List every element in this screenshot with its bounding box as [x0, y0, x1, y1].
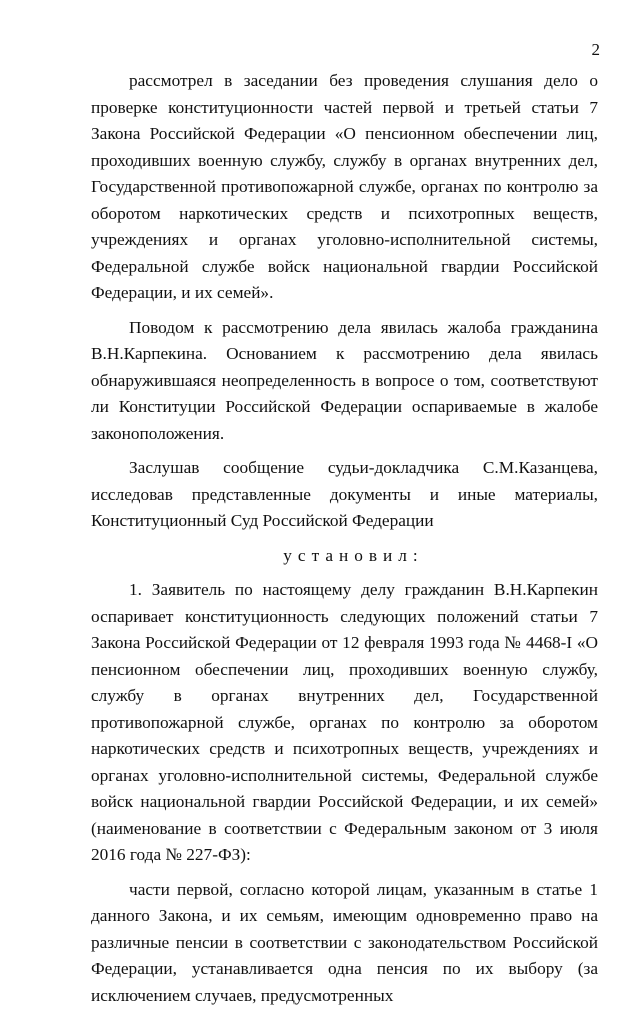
- paragraph-part-one: части первой, согласно которой лицам, указанным в статье 1 данного Закона, и их семьям, имеющим одновременно право на различные пенсии в соответствии с законодательством Российской Федерации, устанавливается одна пенсия по их выбору (за исключением случаев, предусмотренных: [91, 879, 598, 1005]
- paragraph-hearing: Заслушав сообщение судьи-докладчика С.М.Казанцева, исследовав представленные документы и иные материалы, Конституционный Суд Российской Федерации: [91, 458, 598, 530]
- paragraph-grounds: Поводом к рассмотрению дела явилась жалоба гражданина В.Н.Карпекина. Основанием к рассмотрению дела явилась обнаружившаяся неопределенность в вопросе о том, соответствуют ли Конституции Российской Федерации оспариваемые в жалобе законоположения.: [91, 317, 598, 443]
- section-heading: установил:: [283, 545, 424, 565]
- paragraph-claim: 1. Заявитель по настоящему делу гражданин В.Н.Карпекин оспаривает конституционность следующих положений статьи 7 Закона Российской Федерации от 12 февраля 1993 года № 4468-I «О пенсионном обеспечении лиц, проходивших военную службу, службу в органах внутренних дел, Государственной противопожарной службе, органах по контролю за оборотом наркотических средств и психотропных веществ, учреждениях и органах уголовно-исполнительной системы, Федеральной службе войск национальной гвардии Российской Федерации, и их семей» (наименование в соответствии с Федеральным законом от 3 июля 2016 года № 227-ФЗ):: [91, 580, 598, 864]
- paragraph-intro: рассмотрел в заседании без проведения слушания дело о проверке конституционности частей первой и третьей статьи 7 Закона Российской Федерации «О пенсионном обеспечении лиц, проходивших военную службу, службу в органах внутренних дел, Государственной противопожарной службе, органах по контролю за оборотом наркотических средств и психотропных веществ, учреждениях и органах уголовно-исполнительной системы, Федеральной службе войск национальной гвардии Российской Федерации, и их семей».: [91, 71, 598, 302]
- page-number: 2: [591, 40, 600, 59]
- document-body: [91, 68, 598, 1017]
